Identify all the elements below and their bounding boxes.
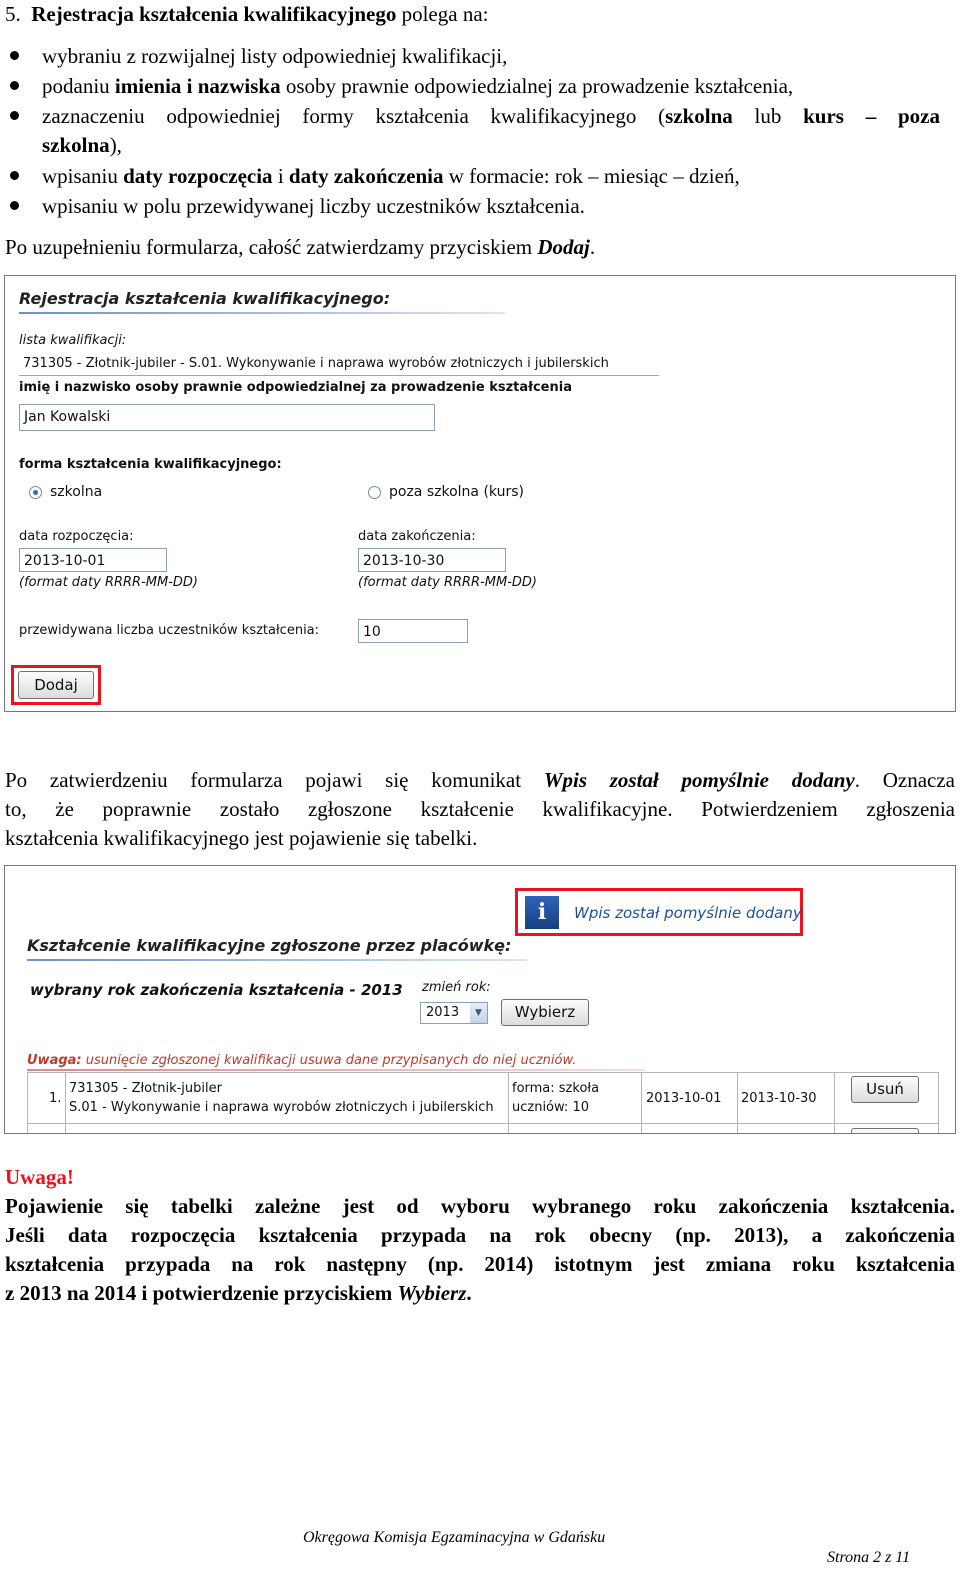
bullet-item: wybraniu z rozwijalnej listy odpowiedniej kwalifikacji, bbox=[42, 44, 508, 68]
start-date-hint: (format daty RRRR-MM-DD) bbox=[19, 575, 198, 590]
bullet-item-continuation: szkolna), bbox=[42, 133, 122, 157]
change-year-label: zmień rok: bbox=[422, 980, 491, 995]
section-title: 5. Rejestracja kształcenia kwalifikacyjnego polega na: bbox=[5, 2, 489, 26]
form-header: Rejestracja kształcenia kwalifikacyjnego: bbox=[19, 289, 391, 308]
bullet-dot bbox=[10, 201, 19, 210]
paragraph-line: kształcenia kwalifikacyjnego jest pojawienie się tabelki. bbox=[5, 826, 478, 850]
paragraph-confirmation: Po zatwierdzeniu formularza pojawi się komunikat Wpis został pomyślnie dodany. Oznacza bbox=[5, 768, 955, 792]
bullet-dot bbox=[10, 171, 19, 180]
qual-label: lista kwalifikacji: bbox=[19, 333, 127, 348]
table-column-divider bbox=[737, 1072, 738, 1134]
row-start-date: 2013-10-01 bbox=[646, 1091, 722, 1106]
radio-course[interactable] bbox=[368, 486, 381, 499]
end-date-label: data zakończenia: bbox=[358, 529, 476, 544]
person-label: imię i nazwisko osoby prawnie odpowiedzialnej za prowadzenie kształcenia bbox=[19, 380, 572, 395]
add-button[interactable]: Dodaj bbox=[18, 671, 94, 699]
paragraph-after-list: Po uzupełnieniu formularza, całość zatwierdzamy przyciskiem Dodaj. bbox=[5, 235, 596, 259]
radio-school[interactable] bbox=[29, 486, 42, 499]
form-type-label: forma kształcenia kwalifikacyjnego: bbox=[19, 457, 282, 472]
delete-warning: Uwaga: usunięcie zgłoszonej kwalifikacji usuwa dane przypisanych do niej uczniów. bbox=[27, 1053, 577, 1068]
warning-underline bbox=[27, 1069, 645, 1071]
year-select[interactable] bbox=[420, 1002, 488, 1024]
bullet-dot bbox=[10, 81, 19, 90]
year-select-value: 2013 bbox=[426, 1005, 460, 1020]
chevron-down-icon[interactable]: ▼ bbox=[470, 1003, 487, 1023]
bullet-item: zaznaczeniu odpowiedniej formy kształcenia kwalifikacyjnego (szkolna lub kurs – poza bbox=[42, 104, 940, 128]
success-message: Wpis został pomyślnie dodany bbox=[574, 904, 802, 922]
next-row-button-partial[interactable] bbox=[851, 1128, 919, 1134]
registration-form-screenshot bbox=[4, 275, 956, 712]
table-column-divider bbox=[65, 1072, 66, 1134]
participants-input[interactable]: 10 bbox=[358, 619, 468, 643]
row-qualification-name: S.01 - Wykonywanie i naprawa wyrobów złotniczych i jubilerskich bbox=[69, 1100, 494, 1115]
row-qualification-code: 731305 - Złotnik-jubiler bbox=[69, 1081, 222, 1096]
note-line: Pojawienie się tabelki zależne jest od wyboru wybranego roku zakończenia kształcenia. bbox=[5, 1194, 955, 1218]
end-date-hint: (format daty RRRR-MM-DD) bbox=[358, 575, 537, 590]
bullet-item: wpisaniu daty rozpoczęcia i daty zakończenia w formacie: rok – miesiąc – dzień, bbox=[42, 164, 740, 188]
result-screenshot bbox=[4, 865, 956, 1134]
table-row-separator bbox=[27, 1123, 939, 1124]
radio-school-label: szkolna bbox=[50, 484, 103, 500]
row-form: forma: szkoła bbox=[512, 1081, 600, 1096]
note-line: Jeśli data rozpoczęcia kształcenia przypada na rok obecny (np. 2013), a zakończenia bbox=[5, 1223, 955, 1247]
person-name-input[interactable]: Jan Kowalski bbox=[19, 404, 435, 431]
row-end-date: 2013-10-30 bbox=[741, 1091, 817, 1106]
year-heading: wybrany rok zakończenia kształcenia - 2013 bbox=[30, 981, 403, 999]
table-column-divider bbox=[834, 1072, 835, 1134]
end-date-input[interactable]: 2013-10-30 bbox=[358, 548, 506, 572]
note-line: kształcenia przypada na rok następny (np. 2014) istotnym jest zmiana roku kształcenia bbox=[5, 1252, 955, 1276]
table-column-divider bbox=[508, 1072, 509, 1134]
result-header-underline bbox=[27, 959, 527, 961]
note-line: z 2013 na 2014 i potwierdzenie przyciskiem Wybierz. bbox=[5, 1281, 472, 1305]
info-icon: i bbox=[525, 896, 559, 929]
row-number: 1. bbox=[49, 1091, 62, 1106]
bullet-item: wpisaniu w polu przewidywanej liczby uczestników kształcenia. bbox=[42, 194, 585, 218]
start-date-label: data rozpoczęcia: bbox=[19, 529, 134, 544]
bullet-dot bbox=[10, 111, 19, 120]
choose-button[interactable]: Wybierz bbox=[501, 999, 589, 1026]
paragraph-line: to, że poprawnie zostało zgłoszone kształcenie kwalifikacyjne. Potwierdzeniem zgłoszenia bbox=[5, 797, 955, 821]
bullet-dot bbox=[10, 51, 19, 60]
radio-course-label: poza szkolna (kurs) bbox=[389, 484, 524, 500]
start-date-input[interactable]: 2013-10-01 bbox=[19, 548, 167, 572]
participants-label: przewidywana liczba uczestników kształcenia: bbox=[19, 623, 320, 638]
footer-organization: Okręgowa Komisja Egzaminacyjna w Gdańsku bbox=[303, 1529, 606, 1546]
row-students: uczniów: 10 bbox=[512, 1100, 589, 1115]
bullet-item: podaniu imienia i nazwiska osoby prawnie odpowiedzialnej za prowadzenie kształcenia, bbox=[42, 74, 794, 98]
note-heading: Uwaga! bbox=[5, 1165, 74, 1189]
table-column-divider bbox=[641, 1072, 642, 1134]
result-header: Kształcenie kwalifikacyjne zgłoszone przez placówkę: bbox=[27, 936, 512, 955]
delete-button[interactable]: Usuń bbox=[851, 1076, 919, 1103]
header-underline bbox=[19, 312, 505, 314]
qual-select[interactable]: 731305 - Złotnik-jubiler - S.01. Wykonywanie i naprawa wyrobów złotniczych i jubilerskich bbox=[19, 354, 659, 376]
footer-page-number: Strona 2 z 11 bbox=[827, 1549, 911, 1566]
